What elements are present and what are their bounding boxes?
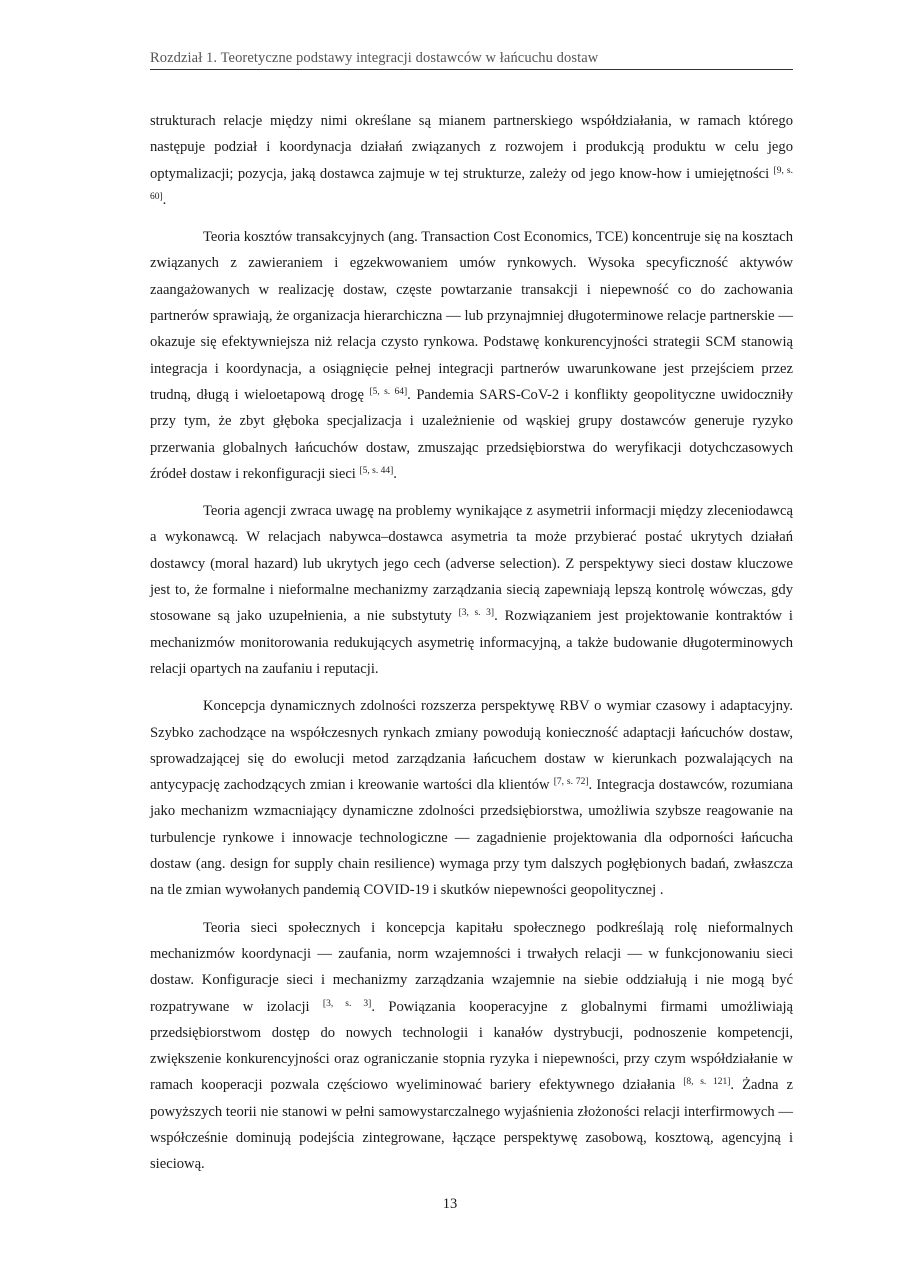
text-run: strukturach relacje między nimi określane są mianem partnerskiego współdziałania, w ramach którego następuje podział i koordynacja działań związanych z rozwojem i produkcją produktu w celu jego optymalizacji; pozycja, jaką dostawca zajmuje w tej strukturze, zależy od jego know-how i umiejętności [150, 113, 793, 182]
citation-reference: [3, s. 3] [458, 608, 495, 619]
running-header: Rozdział 1. Teoretyczne podstawy integracji dostawców w łańcuchu dostaw [150, 50, 599, 66]
paragraph [150, 693, 793, 903]
text-run: . Integracja dostawców, rozumiana jako mechanizm wzmacniający dynamiczne zdolności przedsiębiorstwa, umożliwia szybsze reagowanie na turbulencje rynkowe i innowacje technologiczne — zagadnienie projektowania dla odporności łańcucha dostaw (ang. design for supply chain resilience) wymaga przy tym dalszych pogłębionych badań, zwłaszcza na tle zmian wywołanych pandemią COVID-19 i skutków niepewności geopolitycznej . [150, 777, 793, 899]
text-run: . Pandemia SARS-CoV-2 i konflikty geopolityczne uwidoczniły przy tym, że zbyt głęboka specjalizacja i uzależnienie od wąskiej grupy dostawców generuje ryzyko przerwania globalnych łańcuchów dostaw, zmuszając przedsiębiorstwa do weryfikacji dotychczasowych źródeł dostaw i rekonfiguracji sieci [150, 386, 793, 482]
text-run: . Żadna z powyższych teorii nie stanowi w pełni samowystarczalnego wyjaśnienia złożoności relacji interfirmowych — współcześnie dominują podejścia zintegrowane, łączące perspektywę zasobową, kosztową, agencyjną i sieciową. [150, 1077, 794, 1173]
text-run: Teoria kosztów transakcyjnych (ang. Transaction Cost Economics, TCE) koncentruje się na kosztach związanych z zawieraniem i egzekwowaniem umów rynkowych. Wysoka specyficzność aktywów zaangażowanych w realizację dostaw, częste powtarzanie transakcji i niepewność co do zachowania partnerów sprawiają, że organizacja hierarchiczna — lub przynajmniej długoterminowe relacje partnerskie — okazuje się efektywniejsza niż relacja czysto rynkowa. Podstawę konkurencyjności strategii SCM stanowią integracja i koordynacja, a osiągnięcie pełnej integracji partnerów uwarunkowane jest przejściem przez trudną, długą i wieloetapową drogę [150, 229, 793, 403]
text-run: . [393, 465, 397, 482]
citation-reference: [5, s. 64] [369, 386, 408, 397]
text-run: . Powiązania kooperacyjne z globalnymi firmami umożliwiają przedsiębiorstwom dostęp do nowych technologii i kanałów dystrybucji, podnoszenie kompetencji, zwiększenie konkurencyjności oraz ograniczanie stopnia ryzyka i niepewności, przy czym współdziałanie w ramach kooperacji pozwala częściowo wyeliminować bariery efektywnego działania [150, 998, 794, 1094]
text-run: . Rozwiązaniem jest projektowanie kontraktów i mechanizmów monitorowania redukujących asymetrię informacyjną, a także budowanie długoterminowych relacji opartych na zaufaniu i reputacji. [150, 608, 793, 677]
text-run: Teoria agencji zwraca uwagę na problemy wynikające z asymetrii informacji między zleceniodawcą a wykonawcą. W relacjach nabywca–dostawca asymetria ta może przybierać postać ukrytych działań dostawcy (moral hazard) lub ukrytych jego cech (adverse selection). Z perspektywy sieci dostaw kluczowe jest to, że formalne i nieformalne mechanizmy zarządzania siecią zapewniają lepszą kontrolę wówczas, gdy stosowane są jako uzupełnienia, a nie substytuty [150, 503, 793, 625]
citation-reference: [3, s. 3] [322, 998, 372, 1009]
paragraph [150, 498, 793, 682]
citation-reference: [7, s. 72] [553, 777, 589, 788]
text-run: Teoria sieci społecznych i koncepcja kapitału społecznego podkreślają rolę nieformalnych mechanizmów koordynacji — zaufania, norm wzajemności i trwałych relacji — w funkcjonowaniu sieci dostaw. Konfiguracje sieci i mechanizmy zarządzania wzajemnie na siebie oddziałują i nie mogą być rozpatrywane w izolacji [150, 919, 793, 1015]
citation-reference: [8, s. 121] [683, 1077, 731, 1088]
citation-reference: [5, s. 44] [359, 465, 394, 476]
text-run: Koncepcja dynamicznych zdolności rozszerza perspektywę RBV o wymiar czasowy i adaptacyjny. Szybko zachodzące na współczesnych rynkach zmiany powodują konieczność adaptacji łańcuchów dostaw, sprowadzającej się do ewolucji metod zarządzania łańcuchem dostaw w kierunkach pozwalających na antycypację zachodzących zmian i kreowanie wartości dla klientów [150, 698, 793, 794]
paragraph [150, 915, 793, 1178]
header-rule [150, 69, 793, 70]
text-run: . [162, 191, 167, 208]
paragraph [150, 224, 793, 487]
paragraph [150, 108, 793, 213]
page-number: 13 [442, 1196, 458, 1212]
body-text [150, 108, 793, 1189]
citation-reference: [9, s. 60] [150, 165, 793, 202]
